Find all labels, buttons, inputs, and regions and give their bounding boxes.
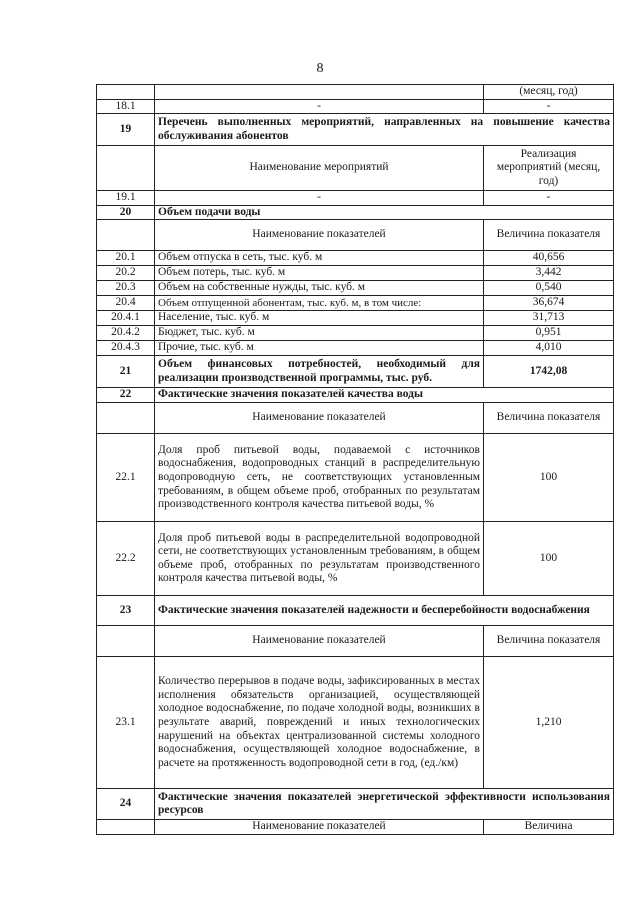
empty-cell xyxy=(97,85,155,100)
column-header-value: Величина показателя xyxy=(484,220,614,251)
empty-cell xyxy=(97,220,155,251)
column-header-value: Величина показателя xyxy=(484,626,614,657)
column-header-name: Наименование показателей xyxy=(155,220,484,251)
table-row xyxy=(97,311,614,326)
column-header-value: Реализация мероприятий (месяц, год) xyxy=(484,146,614,191)
section-title: Фактические значения показателей надежности и бесперебойности водоснабжения xyxy=(155,596,614,626)
row-number: 20.2 xyxy=(97,266,155,281)
row-number: 23.1 xyxy=(97,657,155,789)
section-title: Объем финансовых потребностей, необходимый для реализации производственной программы, тыс. руб. xyxy=(155,356,484,388)
row-name: Объем отпуска в сеть, тыс. куб. м xyxy=(155,251,484,266)
row-number: 20.4.1 xyxy=(97,311,155,326)
row-name: Бюджет, тыс. куб. м xyxy=(155,326,484,341)
row-value: 100 xyxy=(484,522,614,596)
row-number: 20.1 xyxy=(97,251,155,266)
row-number: 18.1 xyxy=(97,99,155,114)
section-number: 23 xyxy=(97,596,155,626)
column-header-name: Наименование мероприятий xyxy=(155,146,484,191)
row-value: 36,674 xyxy=(484,296,614,311)
row-name: - xyxy=(155,191,484,206)
section-row xyxy=(97,356,614,388)
row-number: 22.1 xyxy=(97,434,155,522)
column-header-name: Наименование показателей xyxy=(155,403,484,434)
row-value: - xyxy=(484,191,614,206)
row-name: Доля проб питьевой воды, подаваемой с источников водоснабжения, водопроводных станций в распределительную водопроводную сеть, не соответствующих установленным требованиям, в общем объеме проб, отобранных по результатам производственного контроля качества питьевой воды, % xyxy=(155,434,484,522)
empty-cell xyxy=(97,146,155,191)
row-value: 31,713 xyxy=(484,311,614,326)
section-title: Фактические значения показателей энергетической эффективности использования ресурсов xyxy=(155,789,614,820)
table-row xyxy=(97,657,614,789)
table-row xyxy=(97,251,614,266)
section-row xyxy=(97,789,614,820)
column-header-row xyxy=(97,820,614,835)
column-header-name: Наименование показателей xyxy=(155,626,484,657)
row-name: Объем отпущенной абонентам, тыс. куб. м, в том числе: xyxy=(155,296,484,311)
column-header-value: Величина xyxy=(484,820,614,835)
empty-cell xyxy=(97,403,155,434)
section-value: 1742,08 xyxy=(484,356,614,388)
row-value: 4,010 xyxy=(484,341,614,356)
row-value: 100 xyxy=(484,434,614,522)
row-name: Объем потерь, тыс. куб. м xyxy=(155,266,484,281)
table-row xyxy=(97,99,614,114)
table-row xyxy=(97,326,614,341)
section-number: 22 xyxy=(97,388,155,403)
column-header-value: Величина показателя xyxy=(484,403,614,434)
empty-cell xyxy=(97,820,155,835)
table-row xyxy=(97,522,614,596)
table-row xyxy=(97,281,614,296)
row-value: 3,442 xyxy=(484,266,614,281)
indicators-table xyxy=(96,84,614,835)
row-name: - xyxy=(155,99,484,114)
row-name: Доля проб питьевой воды в распределительной водопроводной сети, не соответствующих установленным требованиям, в общем объеме проб, отобранных по результатам производственного контроля качества питьевой воды, % xyxy=(155,522,484,596)
row-number: 20.3 xyxy=(97,281,155,296)
column-header-row xyxy=(97,146,614,191)
section-number: 19 xyxy=(97,114,155,146)
section-number: 21 xyxy=(97,356,155,388)
page-number: 8 xyxy=(316,61,324,76)
table-row xyxy=(97,266,614,281)
row-name: Объем на собственные нужды, тыс. куб. м xyxy=(155,281,484,296)
row-number: 20.4.2 xyxy=(97,326,155,341)
table-row xyxy=(97,434,614,522)
section-row xyxy=(97,205,614,220)
column-header-row xyxy=(97,220,614,251)
row-value: - xyxy=(484,99,614,114)
column-header-name: Наименование показателей xyxy=(155,820,484,835)
row-value: 0,951 xyxy=(484,326,614,341)
row-value: 1,210 xyxy=(484,657,614,789)
row-name: Количество перерывов в подаче воды, зафиксированных в местах исполнения обязательств организацией, осуществляющей холодное водоснабжение, по подаче холодной воды, возникших в результате аварий, повреждений и иных технологических нарушений на объектах централизованной системы холодного водоснабжения, осуществляющей холодное водоснабжение, в расчете на протяженность водопроводной сети в год, (ед./км) xyxy=(155,657,484,789)
empty-cell xyxy=(155,85,484,100)
table-row xyxy=(97,341,614,356)
empty-cell xyxy=(97,626,155,657)
row-number: 20.4.3 xyxy=(97,341,155,356)
row-number: 20.4 xyxy=(97,296,155,311)
section-row xyxy=(97,596,614,626)
row-name: Население, тыс. куб. м xyxy=(155,311,484,326)
section-number: 20 xyxy=(97,205,155,220)
row-value: 0,540 xyxy=(484,281,614,296)
table-row xyxy=(97,85,614,100)
section-row xyxy=(97,114,614,146)
column-header-row xyxy=(97,626,614,657)
column-header-row xyxy=(97,403,614,434)
row-number: 19.1 xyxy=(97,191,155,206)
section-number: 24 xyxy=(97,789,155,820)
section-title: Объем подачи воды xyxy=(155,205,614,220)
section-row xyxy=(97,388,614,403)
table-row xyxy=(97,191,614,206)
header-value: (месяц, год) xyxy=(484,85,614,100)
row-name: Прочие, тыс. куб. м xyxy=(155,341,484,356)
table-row xyxy=(97,296,614,311)
row-value: 40,656 xyxy=(484,251,614,266)
section-title: Перечень выполненных мероприятий, направленных на повышение качества обслуживания абонентов xyxy=(155,114,614,146)
row-number: 22.2 xyxy=(97,522,155,596)
section-title: Фактические значения показателей качества воды xyxy=(155,388,614,403)
